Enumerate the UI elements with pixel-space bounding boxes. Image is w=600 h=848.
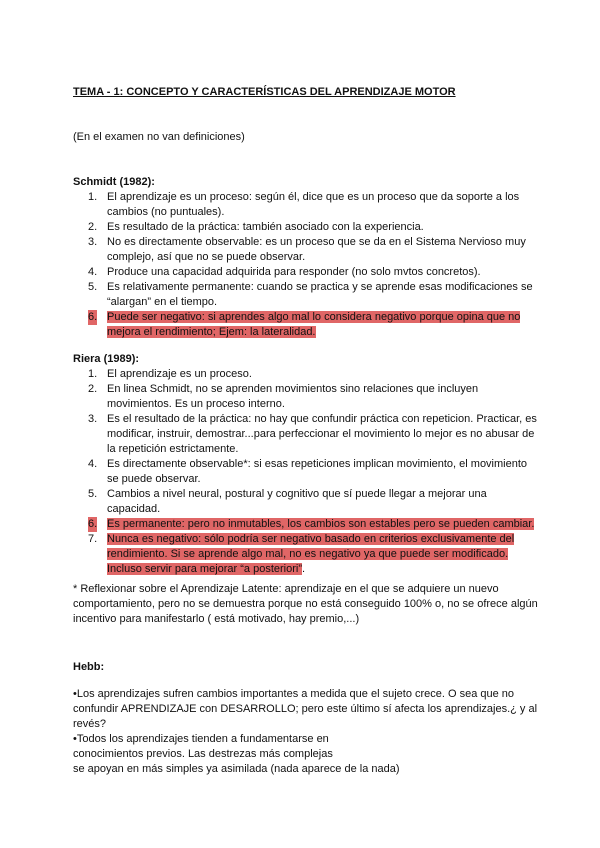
exam-note: (En el examen no van definiciones): [73, 131, 245, 143]
highlighted-list-item: 6. Es permanente: pero no inmutables, los cambios son estables pero se pueden cambiar.: [88, 518, 535, 530]
list-item: 4. Es directamente observable*: si esas repeticiones implican movimiento, el movimiento se puede observar.: [88, 458, 528, 485]
text-line: conocimientos previos. Las destrezas más complejas: [73, 748, 333, 760]
list-item: 5. Cambios a nivel neural, postural y cognitivo que sí puede llegar a mejorar una capacidad.: [88, 488, 487, 515]
text-line: se apoyan en más simples ya asimilada (nada aparece de la nada): [73, 763, 400, 775]
highlighted-list-item: 6. Puede ser negativo: si aprendes algo mal lo considera negativo porque opina que no mejora el rendimiento; Ejem: la lateralidad.: [88, 311, 521, 338]
riera-heading: Riera (1989):: [73, 353, 140, 365]
list-item: 3. Es el resultado de la práctica: no hay que confundir práctica con repeticion. Practicar, es modificar, instruir, demostrar...para perfeccionar el movimiento lo mejor es no abusar de la repetición estrictamente.: [88, 413, 537, 455]
text-line: •Todos los aprendizajes tienden a fundamentarse en: [73, 733, 329, 745]
list-item: 1. El aprendizaje es un proceso: según él, dice que es un proceso que da soporte a los cambios (no puntuales).: [88, 191, 520, 218]
hebb-paragraph-2: [73, 732, 543, 777]
riera-list: [80, 367, 540, 577]
list-item: 3. No es directamente observable: es un proceso que se da en el Sistema Nervioso muy complejo, así que no se puede observar.: [88, 236, 526, 263]
hebb-paragraph-1: •Los aprendizajes sufren cambios importantes a medida que el sujeto crece. O sea que no confundir APRENDIZAJE con DESARROLLO; pero este último sí afecta los aprendizajes.¿ y al revés?: [73, 688, 538, 730]
list-item: 1. El aprendizaje es un proceso.: [88, 368, 252, 380]
list-item: 5. Es relativamente permanente: cuando se practica y se aprende esas modificaciones se “alargan” en el tiempo.: [88, 281, 533, 308]
hebb-heading: Hebb:: [73, 661, 105, 673]
schmidt-list: [80, 190, 540, 340]
list-item: 4. Produce una capacidad adquirida para responder (no solo mvtos concretos).: [88, 266, 481, 278]
page-title: TEMA - 1: CONCEPTO Y CARACTERÍSTICAS DEL APRENDIZAJE MOTOR: [73, 86, 456, 98]
list-item: 2. En linea Schmidt, no se aprenden movimientos sino relaciones que incluyen movimientos. Es un proceso interno.: [88, 383, 479, 410]
schmidt-heading: Schmidt (1982):: [73, 176, 155, 188]
latent-learning-footnote: * Reflexionar sobre el Aprendizaje Latente: aprendizaje en el que se adquiere un nuevo comportamiento, pero no se demuestra porque no está conseguido 100% o, no se ofrece algún incentivo para manifestarlo ( está motivado, hay premio,...): [73, 583, 538, 625]
highlighted-list-item: 7. Nunca es negativo: sólo podría ser negativo basado en criterios exclusivamente del rendimiento. Si se aprende algo mal, no es negativo ya que puede ser modificado. Incluso servir para mejorar “a posteriori”.: [88, 533, 515, 575]
list-item: 2. Es resultado de la práctica: también asociado con la experiencia.: [88, 221, 424, 233]
